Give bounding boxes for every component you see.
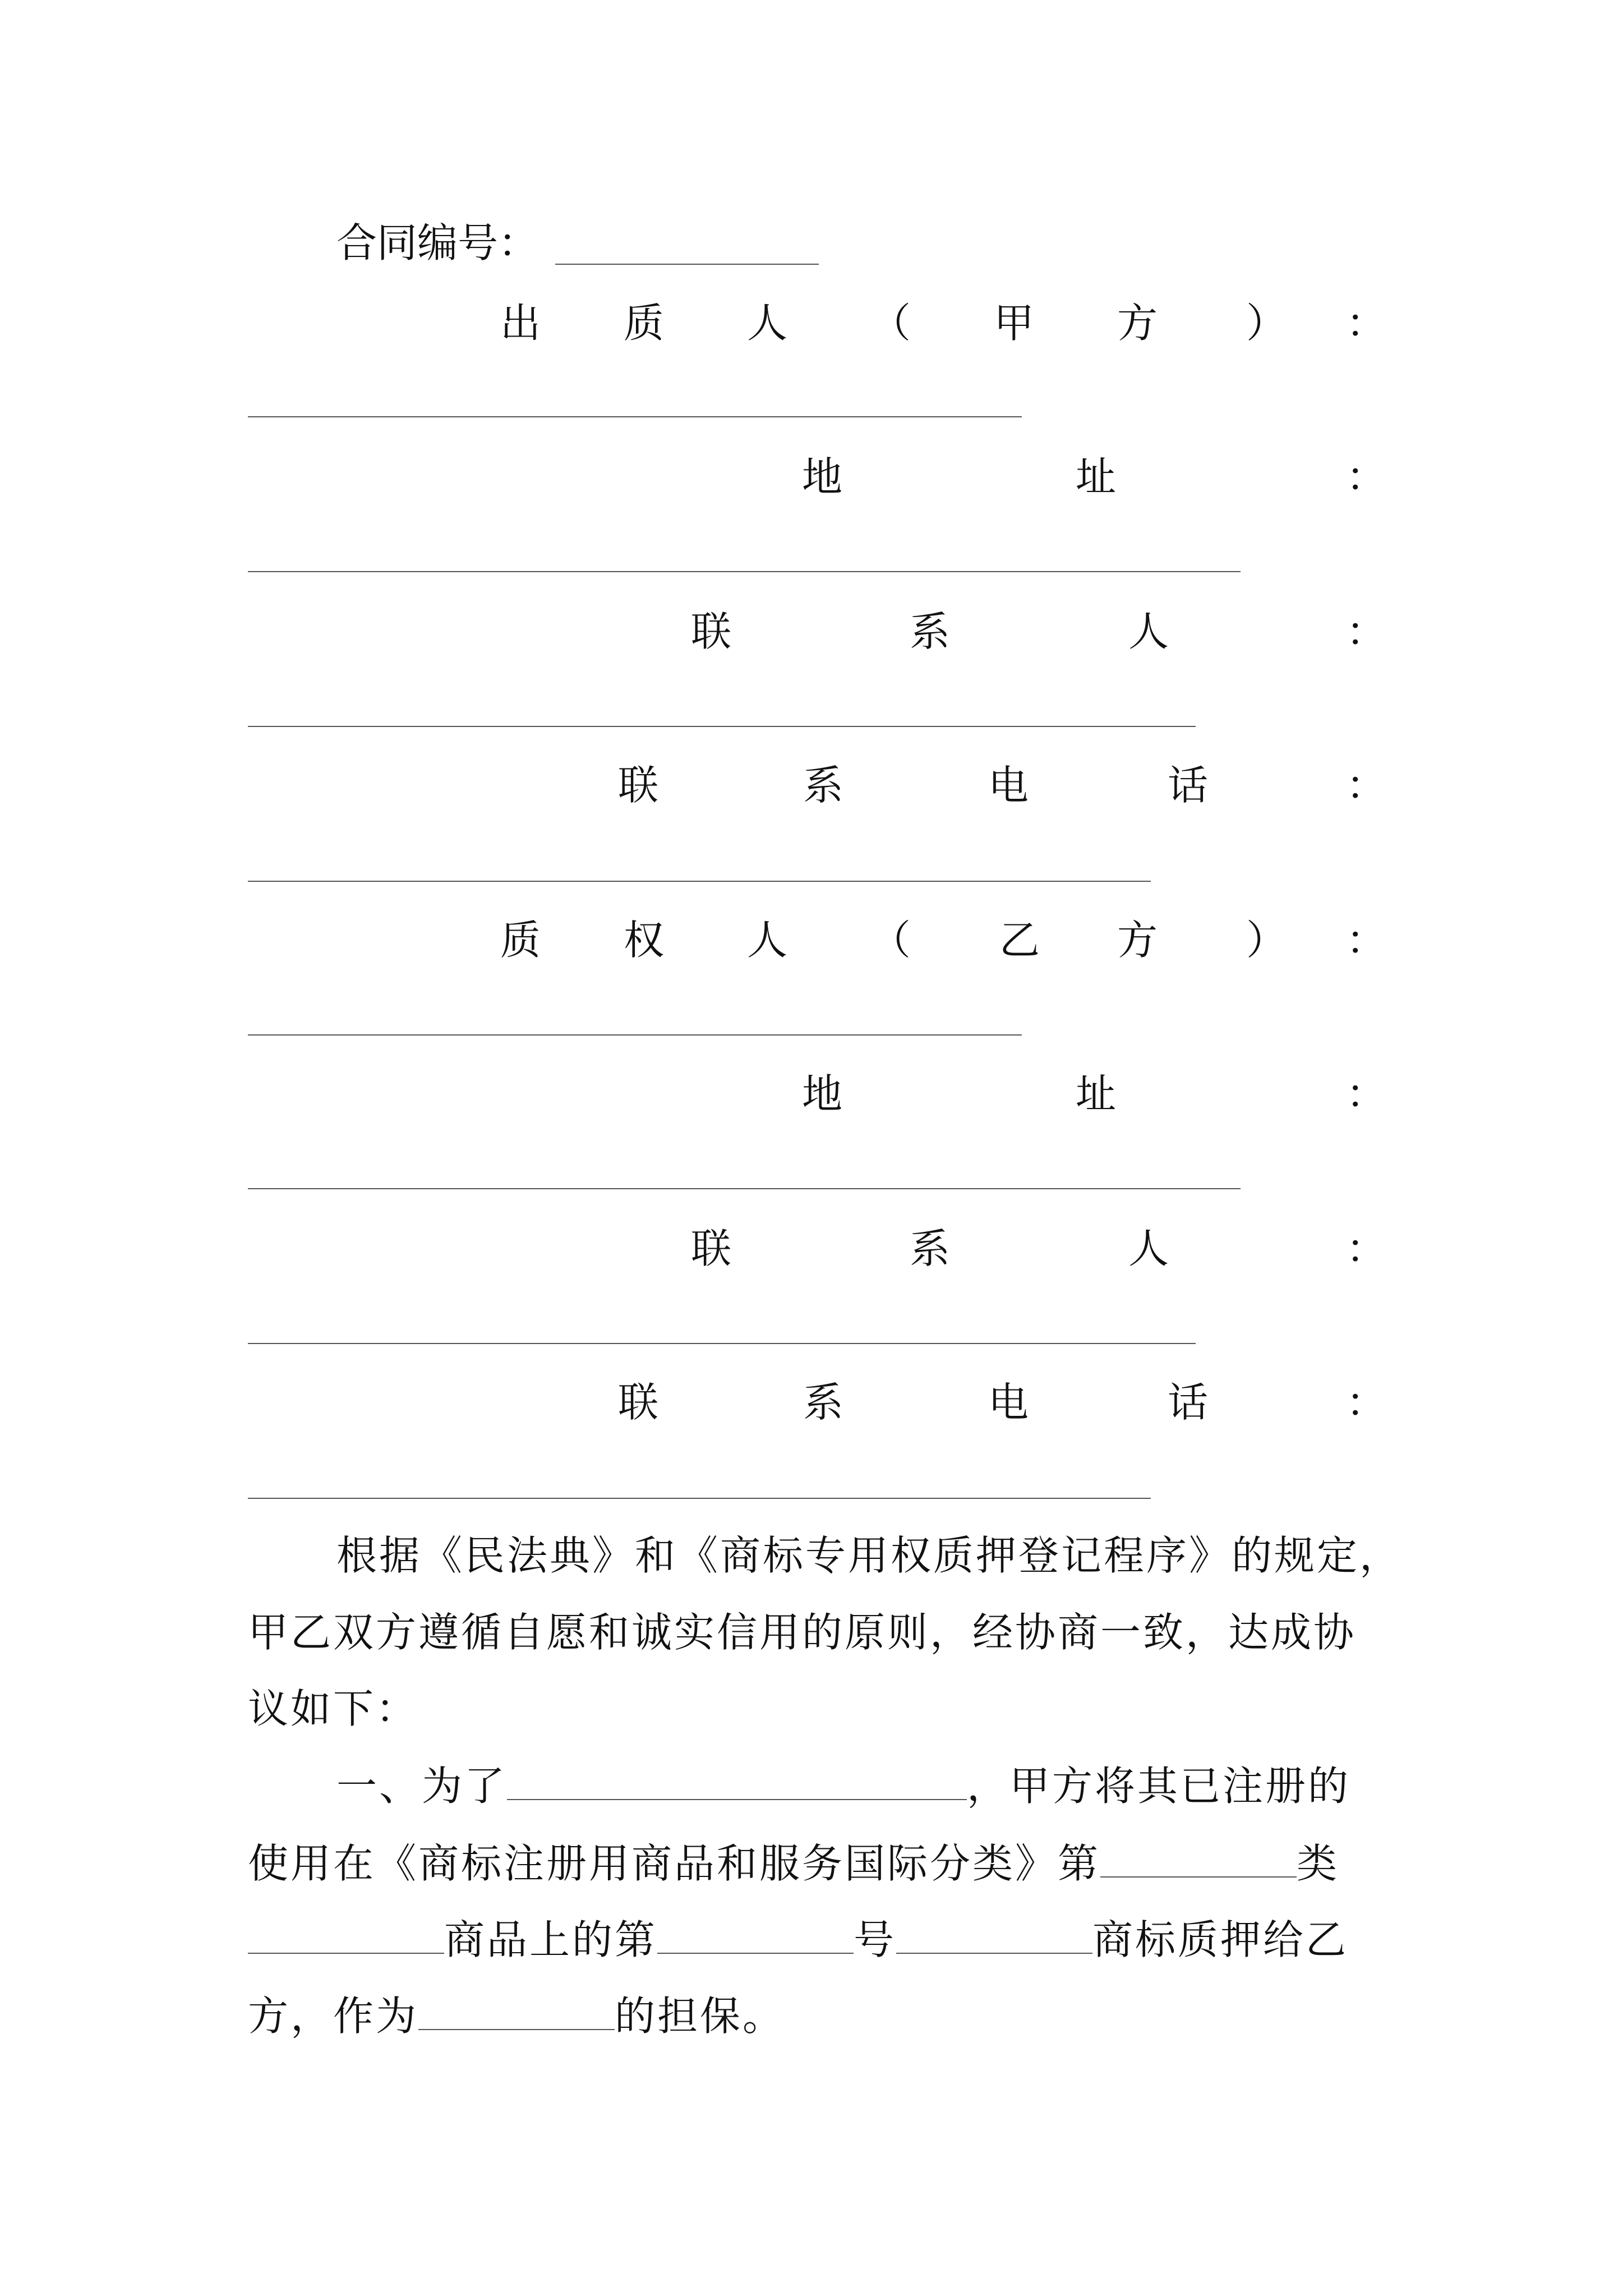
char: 人: [1128, 1225, 1169, 1272]
char: 乙: [999, 917, 1040, 964]
contact-blank-b: [248, 1343, 1196, 1344]
char: 方: [1117, 917, 1158, 964]
clause1-text: ，甲方将其已注册的: [967, 1763, 1351, 1810]
char: 联: [691, 608, 732, 655]
contract-number-label: 合同编号：: [336, 219, 539, 266]
char: ：: [1346, 762, 1387, 809]
char: 联: [618, 762, 659, 809]
char: 电: [988, 1379, 1029, 1426]
char: 人: [1128, 608, 1169, 655]
char: 系: [803, 762, 844, 809]
intro-line-2: 甲乙双方遵循自愿和诚实信用的原则，经协商一致，达成协: [248, 1609, 1357, 1656]
phone-blank-b: [248, 1498, 1151, 1499]
reg-no-blank: [657, 1913, 854, 1954]
char: 系: [910, 608, 951, 655]
char: 方: [1117, 300, 1158, 347]
char: ）: [1246, 300, 1287, 347]
clause1-text: 类: [1297, 1840, 1340, 1887]
char: 权: [624, 917, 665, 964]
char: 话: [1168, 1379, 1209, 1426]
char: 联: [618, 1379, 659, 1426]
phone-blank-a: [248, 881, 1151, 882]
contact-blank-a: [248, 726, 1196, 727]
pledgor-blank-a: [248, 416, 1022, 417]
goods-blank: [248, 1913, 444, 1954]
intro-line-3: 议如下：: [248, 1685, 419, 1732]
char: 址: [1076, 1070, 1117, 1117]
clause1-line-3: [248, 1913, 1348, 1967]
clause1-text: 一、为了: [336, 1763, 508, 1810]
char: 地: [802, 1070, 843, 1117]
char: ）: [1246, 917, 1287, 964]
char: 话: [1168, 762, 1209, 809]
clause1-line-2: [248, 1837, 1339, 1890]
char: （: [870, 300, 911, 347]
class-blank: [1100, 1837, 1297, 1878]
clause1-line-1: [336, 1759, 1350, 1813]
clause1-text: 使用在《商标注册用商品和服务国际分类》第: [248, 1840, 1101, 1887]
clause1-text: 的担保。: [615, 1993, 786, 2040]
char: 人: [747, 300, 788, 347]
char: 联: [691, 1225, 732, 1272]
intro-line-1: 根据《民法典》和《商标专用权质押登记程序》的规定，: [336, 1532, 1403, 1579]
char: ：: [1346, 453, 1387, 500]
char: ：: [1346, 300, 1387, 347]
char: 地: [802, 453, 843, 500]
clause1-text: 商品上的第: [444, 1916, 658, 1963]
char: ：: [1346, 1225, 1387, 1272]
char: 质: [624, 300, 665, 347]
purpose-blank: [507, 1760, 967, 1800]
pledgee-blank-b: [248, 1034, 1022, 1036]
char: ：: [1346, 1379, 1387, 1426]
address-blank-a: [248, 571, 1241, 572]
char: 出: [500, 300, 541, 347]
char: （: [870, 917, 911, 964]
char: ：: [1346, 917, 1387, 964]
char: 质: [500, 917, 541, 964]
char: ：: [1346, 1070, 1387, 1117]
clause1-text: 方，作为: [248, 1993, 419, 2040]
clause1-text: 商标质押给乙: [1092, 1916, 1349, 1963]
clause1-line-4: [248, 1989, 785, 2043]
char: 人: [747, 917, 788, 964]
clause1-text: 号: [854, 1916, 897, 1963]
char: 甲: [994, 300, 1035, 347]
char: 系: [910, 1225, 951, 1272]
trademark-blank: [896, 1913, 1092, 1954]
contract-number-blank: [555, 264, 819, 265]
guarantee-blank: [418, 1990, 615, 2030]
char: ：: [1346, 608, 1387, 655]
char: 址: [1076, 453, 1117, 500]
address-blank-b: [248, 1188, 1241, 1189]
char: 电: [988, 762, 1029, 809]
char: 系: [803, 1379, 844, 1426]
